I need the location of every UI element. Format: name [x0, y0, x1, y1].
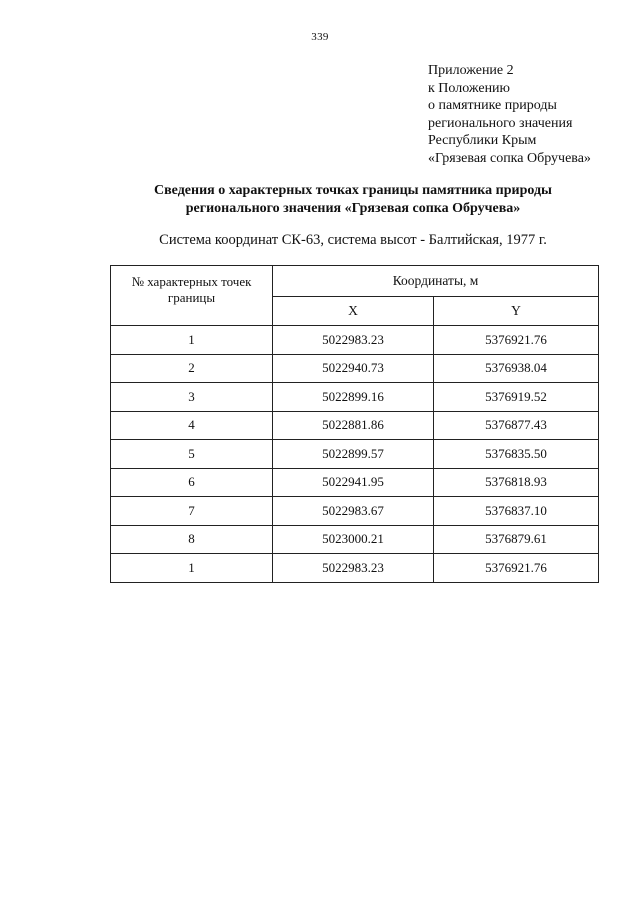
cell-point-number: 2	[111, 354, 273, 383]
cell-x: 5022983.67	[273, 497, 434, 526]
title-line-1: Сведения о характерных точках границы памятника природы	[154, 183, 552, 198]
cell-x: 5022941.95	[273, 468, 434, 497]
cell-y: 5376877.43	[434, 411, 599, 440]
cell-point-number: 1	[111, 554, 273, 583]
cell-point-number: 5	[111, 440, 273, 469]
appendix-line: о памятнике природы	[428, 98, 557, 113]
document-title	[0, 182, 640, 218]
header-y: Y	[434, 297, 599, 326]
coordinate-system-note: Система координат СК-63, система высот - Балтийская, 1977 г.	[159, 232, 547, 248]
cell-point-number: 8	[111, 525, 273, 554]
table-row	[111, 554, 599, 583]
appendix-line: Приложение 2	[428, 63, 514, 78]
appendix-line: Республики Крым	[428, 133, 537, 148]
header-point-number: № характерных точек границы	[111, 266, 273, 326]
cell-point-number: 1	[111, 326, 273, 355]
cell-x: 5022881.86	[273, 411, 434, 440]
cell-point-number: 6	[111, 468, 273, 497]
table-row	[111, 468, 599, 497]
table-row	[111, 411, 599, 440]
cell-point-number: 7	[111, 497, 273, 526]
table-row	[111, 497, 599, 526]
coordinates-table	[110, 265, 599, 583]
cell-x: 5022983.23	[273, 554, 434, 583]
appendix-line: регионального значения	[428, 115, 573, 131]
cell-point-number: 3	[111, 383, 273, 412]
header-x: X	[273, 297, 434, 326]
cell-y: 5376921.76	[434, 554, 599, 583]
appendix-reference	[428, 62, 591, 167]
cell-x: 5022899.57	[273, 440, 434, 469]
appendix-line: к Положению	[428, 80, 511, 96]
cell-y: 5376837.10	[434, 497, 599, 526]
cell-x: 5022940.73	[273, 354, 434, 383]
cell-point-number: 4	[111, 411, 273, 440]
cell-y: 5376818.93	[434, 468, 599, 497]
header-coordinates: Координаты, м	[273, 266, 599, 297]
title-line-2: регионального значения «Грязевая сопка Обручева»	[185, 201, 521, 216]
cell-x: 5022983.23	[273, 326, 434, 355]
cell-y: 5376938.04	[434, 354, 599, 383]
table-row	[111, 525, 599, 554]
cell-y: 5376921.76	[434, 326, 599, 355]
cell-x: 5022899.16	[273, 383, 434, 412]
cell-y: 5376919.52	[434, 383, 599, 412]
table-row	[111, 383, 599, 412]
table-row	[111, 354, 599, 383]
cell-y: 5376879.61	[434, 525, 599, 554]
table-header-row	[111, 266, 599, 297]
table-row	[111, 326, 599, 355]
cell-y: 5376835.50	[434, 440, 599, 469]
appendix-line: «Грязевая сопка Обручева»	[428, 150, 591, 166]
page-number: 339	[311, 31, 329, 43]
table-row	[111, 440, 599, 469]
cell-x: 5023000.21	[273, 525, 434, 554]
